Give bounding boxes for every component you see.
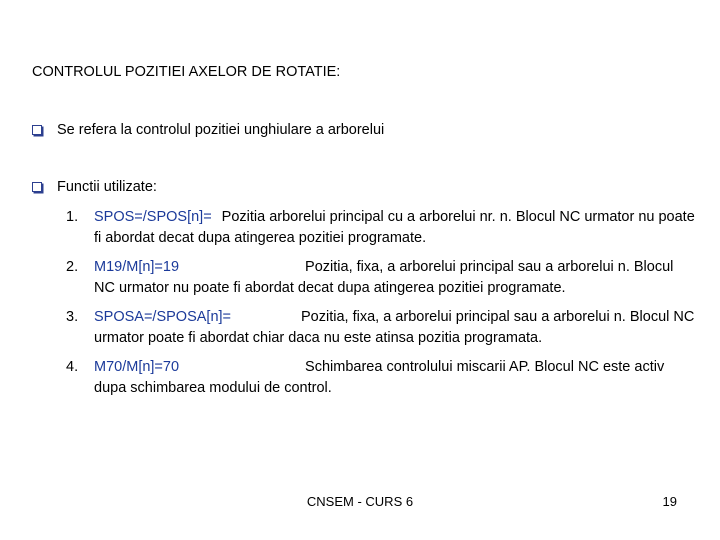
list-item xyxy=(66,257,696,298)
page-number: 19 xyxy=(662,494,677,509)
item-code: M70/M[n]=70 xyxy=(94,359,180,375)
bullet-item-2 xyxy=(32,179,157,195)
item-description: Pozitia arborelui principal cu a arborelui nr. n. Blocul NC urmator nu poate fi abordat decat dupa atingerea pozitiei programate. xyxy=(94,209,695,246)
item-number: 2. xyxy=(66,259,79,275)
item-code: SPOS=/SPOS[n]= xyxy=(94,209,212,225)
list-item xyxy=(66,307,696,348)
bullet-text-2: Functii utilizate: xyxy=(57,179,157,195)
item-body xyxy=(94,257,696,298)
item-description: Schimbarea controlului miscarii AP. Blocul NC este activ dupa schimbarea modului de control. xyxy=(94,359,665,396)
item-description: Pozitia, fixa, a arborelui principal sau a arborelui n. Blocul NC urmator poate fi abordat chiar daca nu este atinsa pozitia programata. xyxy=(94,309,695,346)
bullet-item-1 xyxy=(32,122,384,138)
functions-list xyxy=(66,207,696,407)
item-number: 4. xyxy=(66,359,79,375)
item-body xyxy=(94,357,696,398)
bullet-text-1: Se refera la controlul pozitiei unghiulare a arborelui xyxy=(57,122,385,138)
hollow-square-bullet-icon xyxy=(32,182,42,192)
item-body xyxy=(94,307,696,348)
hollow-square-bullet-icon xyxy=(32,125,42,135)
item-code: SPOSA=/SPOSA[n]= xyxy=(94,309,232,325)
item-description: Pozitia, fixa, a arborelui principal sau a arborelui n. Blocul NC urmator nu poate fi abordat decat dupa atingerea pozitiei programate. xyxy=(94,259,674,296)
item-number: 3. xyxy=(66,309,79,325)
footer-course-label: CNSEM - CURS 6 xyxy=(306,494,414,509)
list-item xyxy=(66,357,696,398)
item-code: M19/M[n]=19 xyxy=(94,259,180,275)
slide-title: CONTROLUL POZITIEI AXELOR DE ROTATIE: xyxy=(32,64,341,80)
list-item xyxy=(66,207,696,248)
item-number: 1. xyxy=(66,209,79,225)
item-body xyxy=(94,207,696,248)
